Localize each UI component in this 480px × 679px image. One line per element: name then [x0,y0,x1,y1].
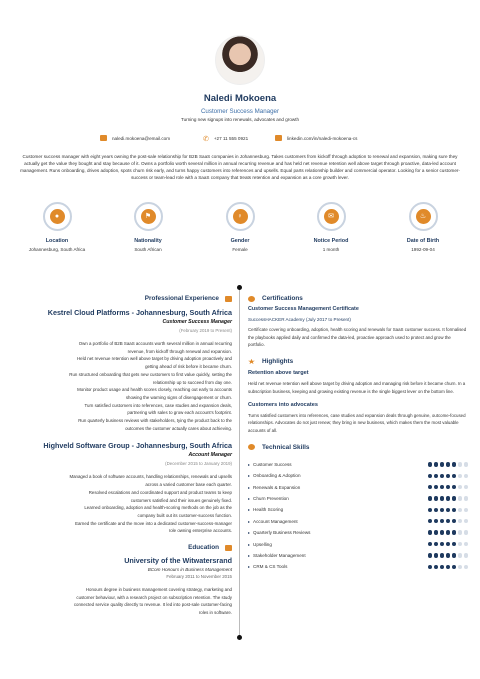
highlight-title: Customers into advocates [248,401,318,408]
rating-dot [452,542,456,546]
info-birthday: ♨ Date of Birth 1992-09-04 [383,202,463,252]
education-section [14,544,232,617]
rating-dot [434,462,438,466]
info-notice-period: ✉ Notice Period 1 month [291,202,371,252]
rating-dot [464,485,468,489]
profile-photo [215,35,265,85]
notice-icon: ✉ [324,209,339,224]
rating-dot [446,530,450,534]
rating-dot [428,530,432,534]
skill-rating [428,519,468,523]
rating-dot [428,496,432,500]
timeline-dot-top [237,285,242,290]
skill-name: ▸ Stakeholder Management [248,553,306,558]
info-nationality: ⚑ Nationality South African [108,202,188,252]
job-title: Customer Success Manager [162,319,232,325]
rating-dot [464,553,468,557]
location-icon: ● [50,209,65,224]
timeline-dot-bottom [237,635,242,640]
job-bullets: Own a portfolio of B2B SaaS accounts worth several million in annual recurring revenue, from kickoff through renewal and expansion. Held net revenue retention well above target by driving adoption proactively and getting ahead of risk before it became churn. Run structured onboarding that gets new customers to first value quickly, setting the relationship up to succeed from day one. Monitor product usage and health scores closely, reaching out early to accounts showing the warning signs of disengagement or churn. Turn satisfied customers into references, case studies and expansion deals, partnering with sales to grow each account's footprint. Run quarterly business reviews with stakeholders, tying the product back to the outcomes the customer actually cares about achieving. [69,341,232,431]
rating-dot [458,496,462,500]
rating-dot [464,508,468,512]
briefcase-icon [225,296,232,302]
rating-dot [428,508,432,512]
certifications-section-title: Certifications [248,295,468,302]
rating-dot [452,496,456,500]
education-dates: February 2011 to November 2015 [166,574,232,580]
skill-rating [428,553,468,557]
rating-dot [458,508,462,512]
skills-section-title: Technical Skills [248,444,468,451]
left-column [14,295,232,617]
rating-dot [440,474,444,478]
contact-linkedin-text: linkedin.com/in/naledi-mokoena-cs [287,135,358,141]
skill-rating [428,474,468,478]
rating-dot [428,474,432,478]
phone-icon: ✆ [203,136,209,143]
rating-dot [446,496,450,500]
rating-dot [440,508,444,512]
rating-dot [452,565,456,569]
rating-dot [440,485,444,489]
profile-summary: Customer success manager with eight years owning the post-sale relationship for B2B SaaS companies in Johannesburg. Takes customers from kickoff through adoption to renewal and expansion, making sure they actually get the value they bought and stay because of it. Owns a portfolio worth several million in annual recurring revenue and has held net revenue retention well above target through proactive, data-led account management. Runs onboarding, drives adoption, spots churn risk early, and turns happy customers into references and upsells. Equal parts relationship builder and commercial operator. Looking for a senior customer-success or team-lead role with a SaaS company that treats retention and expansion as a core growth lever. [20,154,460,181]
skill-rating [428,565,468,569]
rating-dot [446,553,450,557]
job-company: Kestrel Cloud Platforms - Johannesburg, South Africa [47,308,232,317]
rating-dot [452,474,456,478]
skill-name: ▸ Account Management [248,519,298,524]
contact-phone[interactable] [203,135,248,141]
skill-name: ▸ Customer Success [248,462,292,467]
education-school: University of the Witwatersrand [124,556,232,566]
rating-dot [452,530,456,534]
skill-row [248,516,468,527]
rating-dot [440,462,444,466]
rating-dot [434,485,438,489]
skill-name: ▸ Churn Prevention [248,496,289,501]
rating-dot [434,553,438,557]
skill-name: ▸ Health Scoring [248,507,283,512]
job-bullets: Managed a book of software accounts, handling relationships, renewals and upsells across a varied customer base each quarter. Resolved escalations and coordinated support and product teams to keep customers satisfied and their issues genuinely fixed. Learned onboarding, adoption and health-scoring methods on the job as the company built out its customer-success function. Earned the certificate and the move into a dedicated customer-success-manager role owning enterprise accounts. [69,474,232,534]
skill-row [248,470,468,481]
rating-dot [458,553,462,557]
rating-dot [458,462,462,466]
rating-dot [446,565,450,569]
rating-dot [440,542,444,546]
rating-dot [428,485,432,489]
rating-dot [446,462,450,466]
skill-row [248,550,468,561]
rating-dot [440,565,444,569]
rating-dot [428,553,432,557]
birthday-icon: ♨ [416,209,431,224]
rating-dot [464,496,468,500]
rating-dot [428,565,432,569]
experience-section-title: Professional Experience [14,295,232,302]
contact-bar [0,135,480,145]
star-icon [248,359,255,365]
skill-rating [428,496,468,500]
job-entry [14,441,232,535]
rating-dot [446,485,450,489]
gender-icon: ♀ [233,209,248,224]
rating-dot [440,553,444,557]
rating-dot [458,530,462,534]
job-company: Highveld Software Group - Johannesburg, South Africa [43,441,232,451]
skill-row [248,481,468,492]
lightbulb-icon [248,444,255,450]
skill-row [248,538,468,549]
rating-dot [446,508,450,512]
skill-name: ▸ Quarterly Business Reviews [248,530,310,535]
skill-row [248,527,468,538]
education-section-title: Education [14,544,232,551]
certification-name: Customer Success Management Certificate [248,306,359,312]
candidate-tagline: Turning new signups into renewals, advocates and growth [180,117,300,122]
skill-row [248,504,468,515]
highlight-description: Held net revenue retention well above target by driving adoption and managing risk before it became churn. In a subscription business, keeping and growing existing revenue is the single biggest lever on the bottom line. [248,381,466,394]
education-degree: BCom Honours in Business Management [147,567,232,573]
skill-rating [428,462,468,466]
rating-dot [458,485,462,489]
skill-name: ▸ CRM & CS Tools [248,564,287,569]
rating-dot [446,519,450,523]
education-description: Honours degree in business management covering strategy, marketing and customer behaviour, with a research project on subscription retention. The study connected service quality directly to revenue. It led into post-sale customer-facing roles in software. [73,587,232,616]
rating-dot [434,565,438,569]
skill-name: ▸ Renewals & Expansion [248,485,300,490]
highlight-title: Retention above target [248,370,309,377]
rating-dot [458,565,462,569]
skill-rating [428,542,468,546]
rating-dot [458,474,462,478]
contact-email-text: naledi.mokoena@email.com [112,135,171,141]
rating-dot [440,519,444,523]
rating-dot [428,462,432,466]
rating-dot [434,542,438,546]
contact-email[interactable] [100,135,170,141]
rating-dot [440,496,444,500]
flag-icon: ⚑ [141,209,156,224]
certification-description: Certificate covering onboarding, adoption, health scoring and renewals for SaaS customer success. It formalised the playbooks applied daily and confirmed the data-led, proactive approach used to protect and grow the portfolio. [248,327,467,348]
skill-rating [428,508,468,512]
rating-dot [458,519,462,523]
rating-dot [452,462,456,466]
highlight-description: Turns satisfied customers into references, case studies and expansion deals through genuine, outcome-focused relationships. Advocates do not just renew; they bring in new business, which makes them the most valuable accounts of all. [248,412,466,433]
rating-dot [434,530,438,534]
job-title: Account Manager [188,452,232,459]
skill-name: ▸ Onboarding & Adoption [248,473,301,478]
rating-dot [464,530,468,534]
rating-dot [428,542,432,546]
timeline-line [239,288,240,637]
rating-dot [458,542,462,546]
contact-phone-text: +27 11 555 0921 [213,135,249,141]
personal-info-bar [0,202,480,262]
gear-icon [248,296,255,302]
rating-dot [440,530,444,534]
rating-dot [434,496,438,500]
rating-dot [428,519,432,523]
skill-row [248,459,468,470]
rating-dot [446,542,450,546]
rating-dot [464,565,468,569]
skill-row [248,561,468,572]
book-icon [225,545,232,551]
candidate-role: Customer Success Manager [200,108,280,115]
rating-dot [434,519,438,523]
skill-name: ▸ Upselling [248,542,272,547]
skill-row [248,493,468,504]
skills-list [248,459,468,573]
email-icon [100,135,107,141]
contact-linkedin[interactable] [275,135,357,141]
skill-rating [428,485,468,489]
rating-dot [464,542,468,546]
rating-dot [452,553,456,557]
candidate-name: Naledi Mokoena [203,93,277,104]
certification-org: SuccessHACKER Academy (July 2017 to Present) [248,317,351,322]
right-column [248,295,468,573]
rating-dot [452,485,456,489]
highlights-section-title: Highlights [248,358,468,365]
rating-dot [464,519,468,523]
skill-rating [428,530,468,534]
rating-dot [464,462,468,466]
rating-dot [464,474,468,478]
job-dates: (December 2015 to January 2019) [165,461,232,467]
rating-dot [434,508,438,512]
linkedin-icon [275,135,282,141]
rating-dot [452,508,456,512]
job-dates: (February 2019 to Present) [179,328,232,333]
info-gender: ♀ Gender Female [200,202,280,252]
info-location: ● Location Johannesburg, South Africa [17,202,97,252]
rating-dot [446,474,450,478]
job-entry [14,308,232,432]
rating-dot [434,474,438,478]
rating-dot [452,519,456,523]
